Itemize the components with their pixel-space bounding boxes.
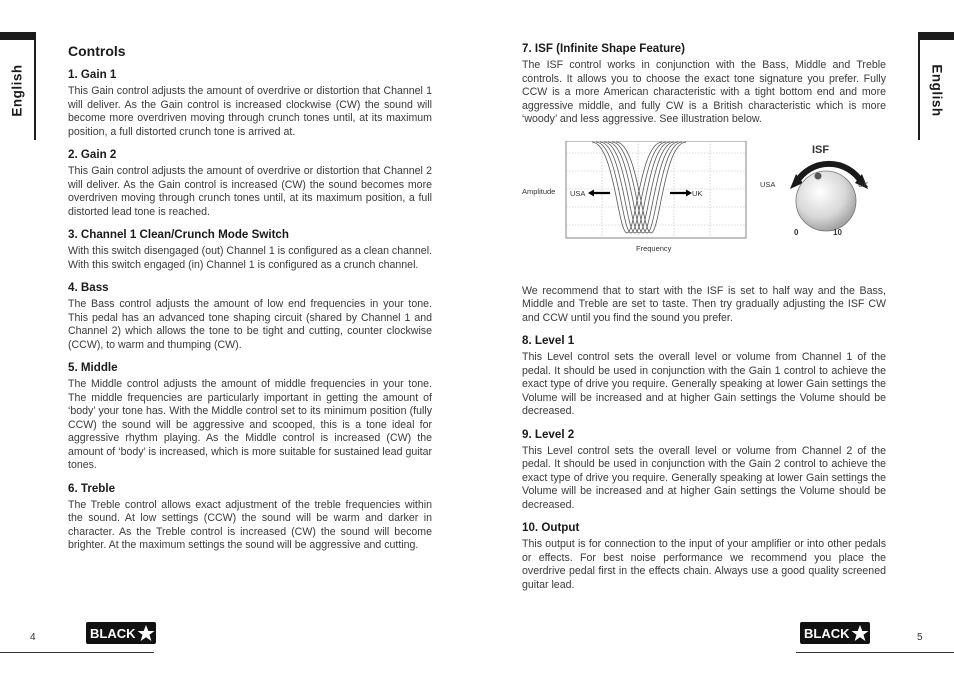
section-body: With this switch disengaged (out) Channel 1 is configured as a clean channel. With this switch engaged (in) Channel 1 is configured as a crunch channel.: [68, 245, 432, 271]
left-page-column: [68, 40, 432, 562]
section-heading: 3. Channel 1 Clean/Crunch Mode Switch: [68, 228, 289, 241]
frequency-response-graph: [522, 141, 746, 253]
section-body: This output is for connection to the input of your amplifier or into other pedals or effects. For best noise performance we recommend you place the overdrive pedal first in the effects chain. Always use a good quality screened guitar lead.: [522, 538, 886, 591]
section-heading: 4. Bass: [68, 281, 109, 294]
section-body: This Gain control adjusts the amount of overdrive or distortion that Channel 1 will deliver. As the Gain control is increased clockwise (CW) the sound will become more overdriven moving through crunch tones until, at its maximum position, a full distorted crunch tone is arrived at.: [68, 85, 432, 138]
section-mode-switch: [68, 228, 432, 272]
section-treble: [68, 482, 432, 553]
isf-knob-illustration: [760, 142, 868, 237]
brand-logo-left: [86, 622, 156, 649]
section-heading: 7. ISF (Infinite Shape Feature): [522, 42, 685, 55]
brand-logo-right: [800, 622, 870, 649]
section-level-2: [522, 428, 886, 513]
recommendation-text: We recommend that to start with the ISF is set to half way and the Bass, Middle and Treble are set to taste. Then try gradually adjusting the ISF CW and CCW until you find the sound you prefer.: [522, 284, 886, 324]
section-body: The Middle control adjusts the amount of middle frequencies in your tone. The middle frequencies are particularly important in getting the amount of ‘body’ your tone has. With the Middle control set to its minimum position (fully CCW) the sound will be aggressive and scooped, this is a tone ideal for aggressive rhythm playing. As the Middle control is increased (CW) the amount of ‘body’ is increased, which is more suitable for sustained lead guitar tones.: [68, 378, 432, 471]
section-output: [522, 521, 886, 592]
knob-indicator: [815, 172, 822, 179]
graph-usa-label: USA: [570, 188, 586, 198]
page-number-left: 4: [30, 632, 36, 643]
section-heading: 6. Treble: [68, 481, 116, 495]
section-middle: [68, 361, 432, 473]
footer-rule-right: [796, 652, 954, 653]
language-tab-left: [0, 32, 36, 140]
footer-rule-left: [0, 652, 154, 653]
section-heading: 2. Gain 2: [68, 148, 117, 161]
section-heading: 9. Level 2: [522, 427, 575, 441]
section-gain-1: [68, 68, 432, 139]
isf-illustration: [522, 141, 886, 273]
knob-min-label: 0: [794, 227, 799, 237]
frequency-axis-label: Frequency: [636, 243, 672, 253]
section-gain-2: [68, 148, 432, 219]
language-label: English: [9, 63, 25, 117]
amplitude-axis-label: Amplitude: [522, 186, 556, 196]
page-title: Controls: [68, 43, 126, 59]
isf-diagram-svg: [522, 141, 886, 273]
right-page-column: [522, 40, 886, 601]
section-heading: 8. Level 1: [522, 334, 575, 347]
knob-uk-label: UK: [858, 179, 869, 189]
language-tab-right: [918, 32, 954, 140]
section-body: The Treble control allows exact adjustment of the treble frequencies within the sound. At low settings (CCW) the sound will be warm and darker in character. As the Treble control is increased (CW) the sound will become brighter. At the maximum settings the sound will be aggressive and cutting.: [68, 498, 432, 551]
section-isf: [522, 42, 886, 127]
logo-text: BLACK: [90, 626, 136, 641]
page-number-right: 5: [917, 632, 923, 643]
logo-text: BLACK: [804, 626, 850, 641]
knob-body: [796, 171, 856, 231]
section-body: The Bass control adjusts the amount of low end frequencies in your tone. This pedal has an advanced tone shaping circuit (shared by Channel 1 and Channel 2) which allows the tone to be tight and cutting, counter clockwise (CCW), to warm and thumping (CW).: [68, 298, 432, 351]
knob-max-label: 10: [833, 227, 842, 237]
section-body: The ISF control works in conjunction with the Bass, Middle and Treble controls. It allows you to choose the exact tone signature you prefer. Fully CCW is a more American characteristic with a tight bottom end and more aggressive middle, and fully CW is a British characteristic which is more ‘woody’ and less aggressive. See illustration below.: [522, 59, 886, 125]
section-heading: 5. Middle: [68, 361, 118, 374]
section-bass: [68, 281, 432, 352]
language-label: English: [929, 63, 945, 117]
section-level-1: [522, 334, 886, 419]
section-body: This Level control sets the overall level or volume from Channel 2 of the pedal. It should be used in conjunction with the Gain 2 control to achieve the exact type of drive you require. Generally speaking at lower Gain settings the Volume will be increased and at higher Gain settings the Volume should be decreased.: [522, 444, 886, 511]
section-heading: 10. Output: [522, 521, 580, 534]
knob-title: ISF: [812, 143, 830, 156]
graph-uk-label: UK: [692, 188, 703, 198]
knob-usa-label: USA: [760, 179, 776, 189]
section-body: This Level control sets the overall level or volume from Channel 1 of the pedal. It should be used in conjunction with the Gain 1 control to achieve the exact type of drive you require. Generally speaking at lower Gain settings the Volume will be increased and at higher Gain settings the Volume should be decreased.: [522, 351, 886, 417]
section-body: This Gain control adjusts the amount of overdrive or distortion that Channel 2 will deliver. As the Gain control is increased (CW) the sound becomes more overdriven moving through crunch tones until, at its maximum position, a full distorted lead tone is reached.: [68, 165, 432, 218]
section-heading: 1. Gain 1: [68, 68, 117, 81]
